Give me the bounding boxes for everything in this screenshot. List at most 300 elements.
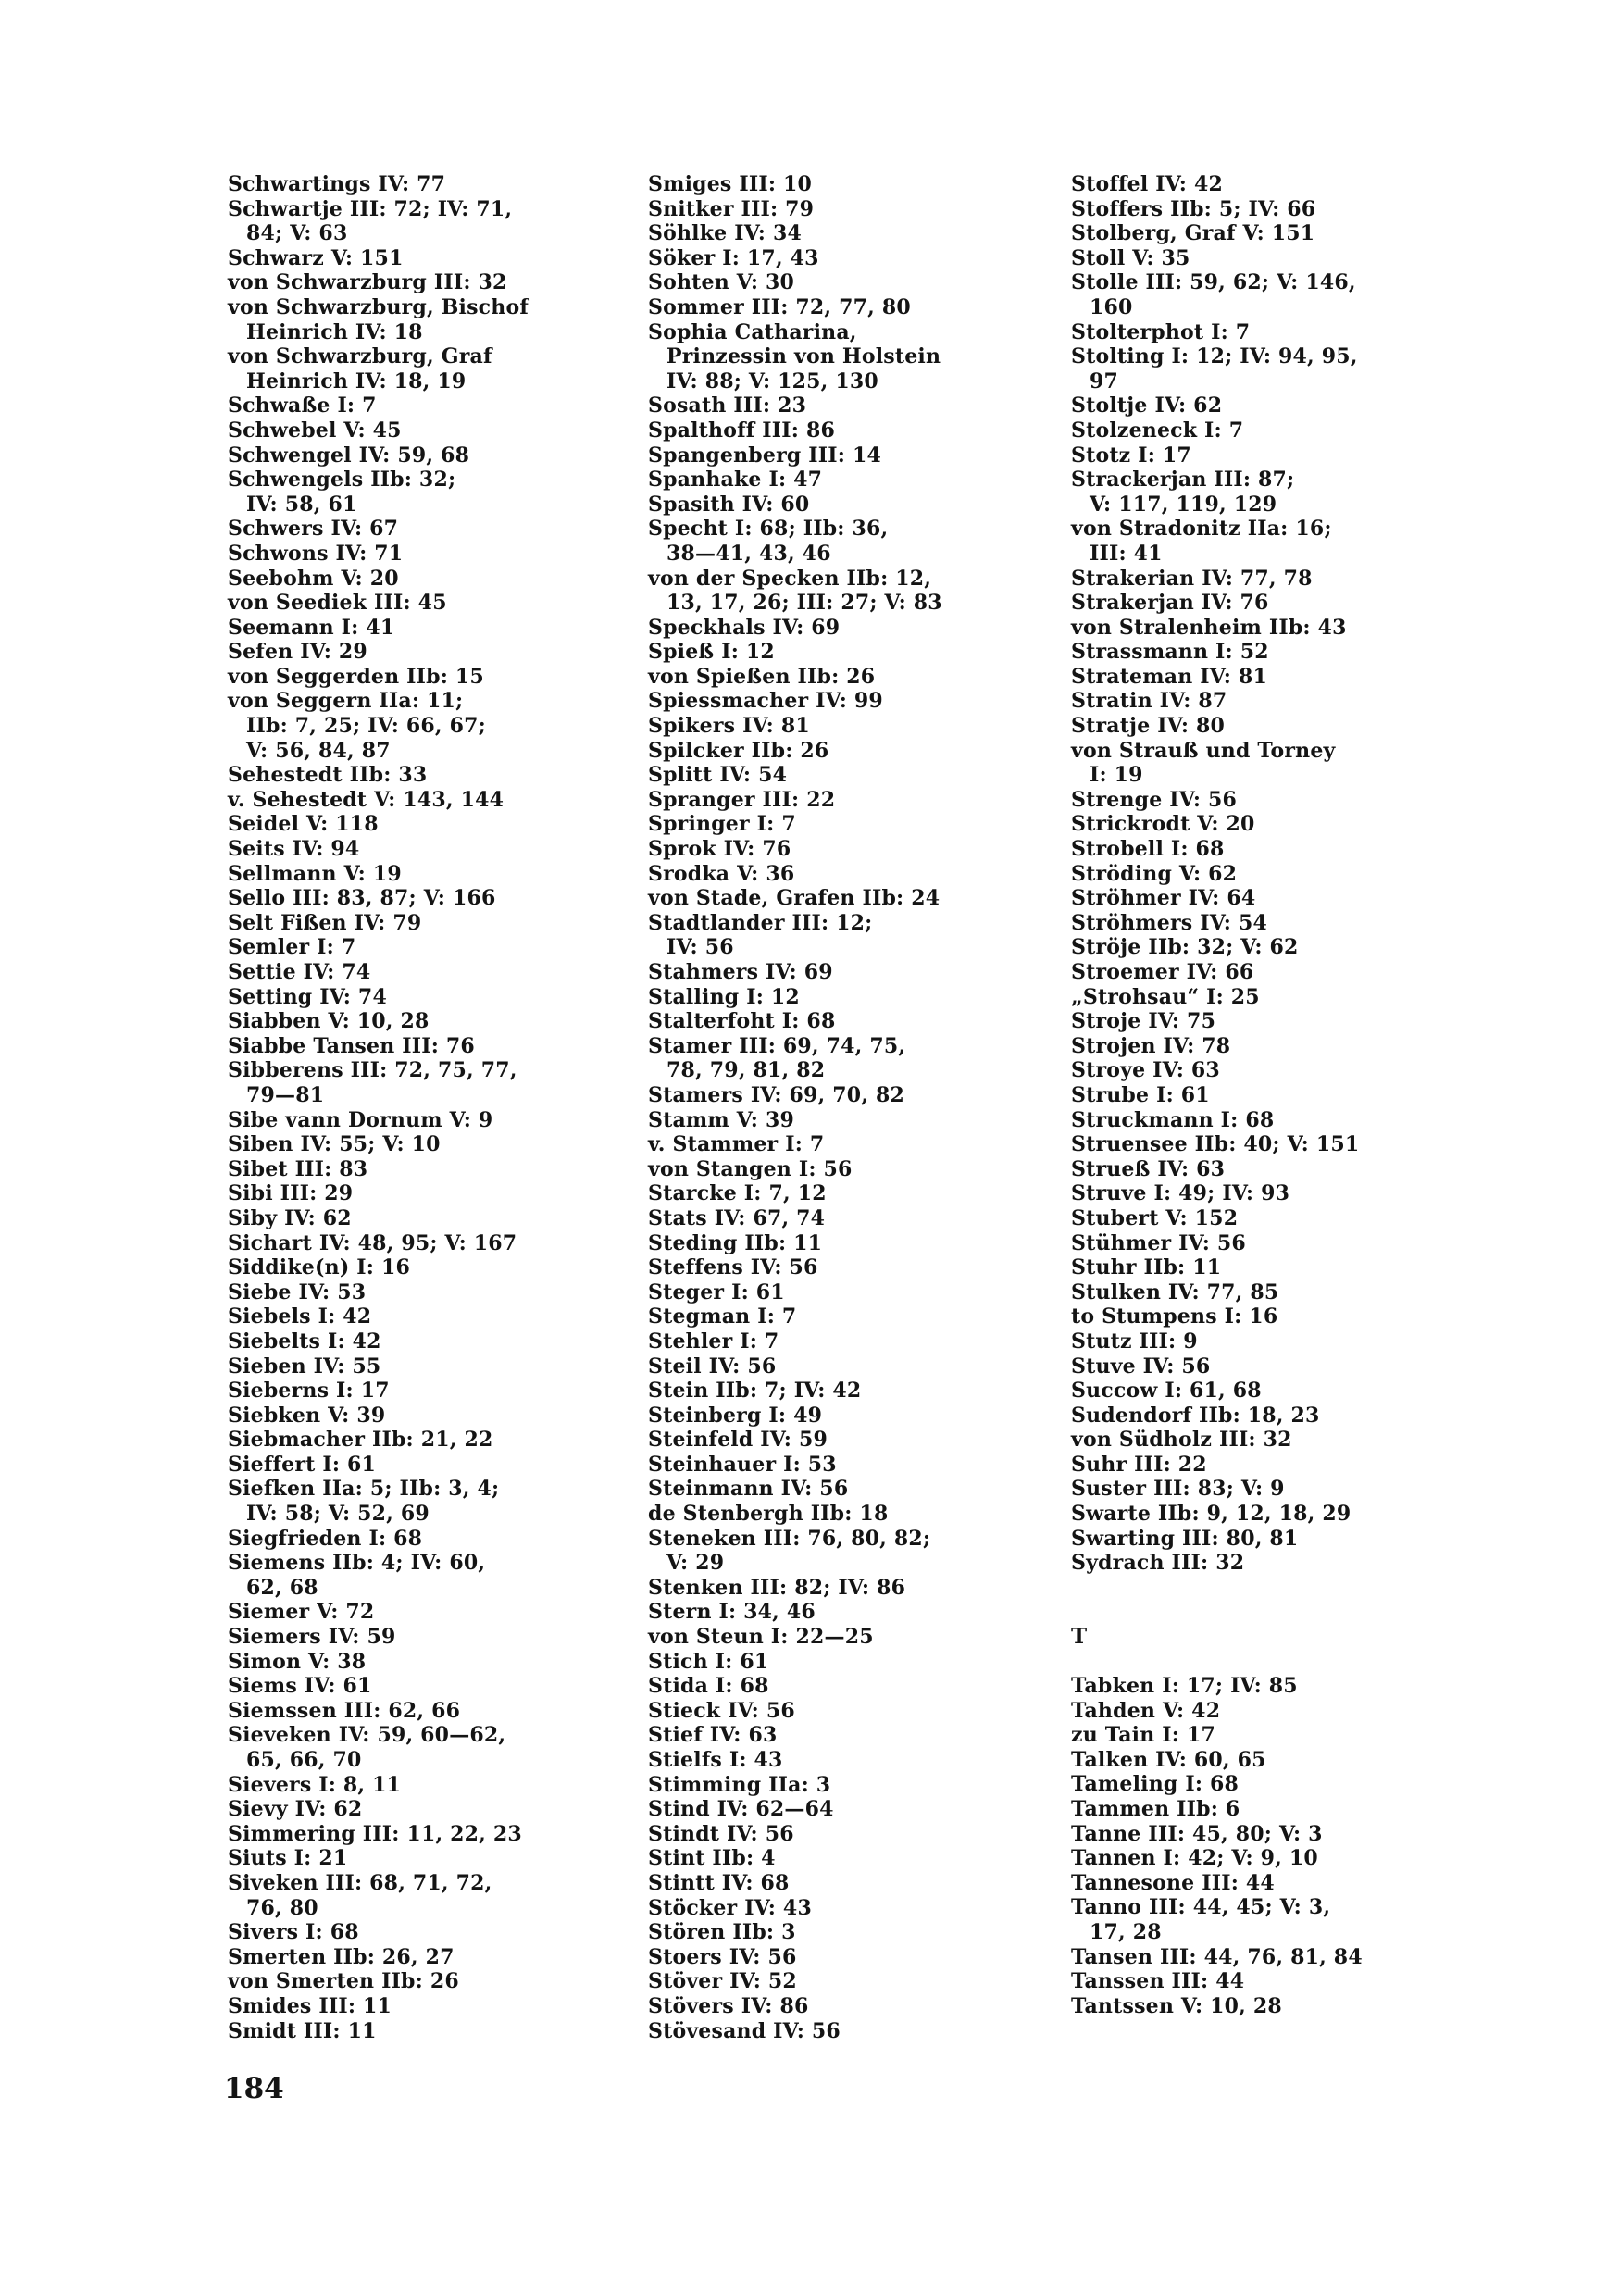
index-entry-line: Stroye IV: 63 [1071,1058,1220,1083]
index-entry-line: Söker I: 17, 43 [648,245,819,270]
index-entry [1071,960,1460,985]
index-entry [648,221,1037,246]
index-entry-line: Setting IV: 74 [228,984,387,1009]
index-entry [228,1132,617,1157]
index-entry [228,1181,617,1206]
index-entry [648,960,1037,985]
index-entry [1071,320,1460,345]
index-entry-continuation: Prinzessin von Holstein [666,344,941,369]
index-entry-line: Sibet III: 83 [228,1156,368,1181]
index-entry [228,812,617,837]
index-entry [1071,1132,1460,1157]
index-entry-line: Stratin IV: 87 [1071,689,1227,714]
index-entry [228,2019,617,2044]
index-entry-line: Strackerjan III: 87; [1071,468,1295,493]
index-entry [648,1009,1037,1034]
index-entry [228,1009,617,1034]
index-entry [1071,172,1460,197]
index-entry-continuation: 62, 68 [246,1575,318,1600]
index-entry [648,1920,1037,1945]
index-column-3 [1071,172,1460,2018]
index-entry [228,1920,617,1945]
index-entry-line: Schwarz V: 151 [228,245,404,270]
index-entry [1071,1108,1460,1133]
index-entry-line: Stubert V: 152 [1071,1205,1239,1230]
index-entry-line: Sibberens III: 72, 75, 77, [228,1058,517,1083]
index-entry [648,172,1037,197]
index-entry [228,1822,617,1847]
index-entry [648,1083,1037,1108]
index-entry [648,1304,1037,1329]
index-entry-line: von Strauß und Torney [1071,738,1336,763]
index-entry-line: Strickrodt V: 20 [1071,812,1255,837]
index-entry [228,1650,617,1675]
index-entry [228,1625,617,1650]
index-entry-line: Schwengels IIb: 32; [228,468,456,493]
index-entry [1071,1502,1460,1527]
index-entry [228,542,617,567]
index-entry [228,1428,617,1453]
index-entry [228,1846,617,1871]
index-entry [1071,616,1460,641]
index-entry [1071,1034,1460,1059]
index-entry [648,1871,1037,1896]
index-entry [1071,197,1460,222]
index-entry-line: Smides III: 11 [228,1993,392,2018]
index-entry-line: Schwons IV: 71 [228,541,404,566]
index-entry [228,1477,617,1526]
index-entry [1071,1772,1460,1797]
index-entry-line: Swarte IIb: 9, 12, 18, 29 [1071,1502,1352,1527]
index-entry [228,1231,617,1256]
index-entry [228,1206,617,1231]
index-entry-line: von Spießen IIb: 26 [648,664,876,689]
index-entry-line: Stoll V: 35 [1071,245,1190,270]
index-entry-line: Speckhals IV: 69 [648,615,841,640]
index-entry-line: Stotz I: 17 [1071,443,1191,468]
index-entry [228,689,617,763]
index-entry-line: Stich I: 61 [648,1649,769,1674]
index-entry [228,295,617,344]
index-entry-line: Stint IIb: 4 [648,1846,776,1871]
index-entry-continuation: V: 56, 84, 87 [246,738,391,763]
index-entry [1071,1945,1460,1970]
index-entry-line: Sellmann V: 19 [228,861,402,886]
index-entry-line: Siebels I: 42 [228,1304,372,1329]
index-entry-continuation: Heinrich IV: 18, 19 [246,368,467,393]
index-entry-line: Siddike(n) I: 16 [228,1255,410,1280]
index-entry-line: Stoffel IV: 42 [1071,172,1224,196]
index-entry-line: Spalthoff III: 86 [648,418,835,443]
index-entry [648,1206,1037,1231]
index-entry-continuation: 65, 66, 70 [246,1748,362,1772]
index-entry-line: Sophia Catharina, [648,319,857,344]
index-entry [648,1132,1037,1157]
index-entry-continuation: IV: 58; V: 52, 69 [246,1502,430,1527]
index-entry-line: Tansen III: 44, 76, 81, 84 [1071,1944,1363,1969]
index-entry-continuation: IV: 58, 61 [246,492,357,517]
index-entry-continuation: 13, 17, 26; III: 27; V: 83 [666,591,942,616]
index-entry [228,1600,617,1625]
index-entry [228,418,617,443]
index-entry [648,1600,1037,1625]
index-entry-line: Sudendorf IIb: 18, 23 [1071,1403,1320,1428]
index-entry-continuation: Heinrich IV: 18 [246,319,423,344]
index-entry [648,567,1037,616]
index-entry [1071,1797,1460,1822]
index-entry-line: Smerten IIb: 26, 27 [228,1944,455,1969]
index-entry [1071,911,1460,936]
index-entry [228,1969,617,1994]
index-entry-line: Stida I: 68 [648,1674,769,1699]
index-entry-line: Stahmers IV: 69 [648,960,833,984]
index-entry-line: Sieben IV: 55 [228,1354,381,1379]
index-entry-line: Stroje IV: 75 [1071,1009,1216,1034]
index-entry [648,1502,1037,1527]
index-entry [1071,1551,1460,1576]
index-entry-line: Sibi III: 29 [228,1181,354,1206]
index-entry-line: Spasith IV: 60 [648,492,810,517]
index-entry [228,1797,617,1822]
index-entry-line: Siemssen III: 62, 66 [228,1698,461,1723]
index-entry [228,344,617,393]
index-entry [648,1329,1037,1354]
index-entry-line: Stimming IIa: 3 [648,1772,831,1797]
index-entry-line: Swarting III: 80, 81 [1071,1526,1299,1551]
index-entry-line: Sohten V: 30 [648,270,795,295]
index-entry-line: Siabbe Tansen III: 76 [228,1033,475,1058]
index-entry-line: Sommer III: 72, 77, 80 [648,294,911,319]
index-entry [228,1674,617,1699]
index-entry [648,468,1037,493]
index-entry [1071,837,1460,862]
index-entry-continuation: 97 [1090,368,1119,393]
index-entry-line: Starcke I: 7, 12 [648,1181,827,1206]
index-entry-line: Stratje IV: 80 [1071,714,1226,739]
index-entry-line: Sievy IV: 62 [228,1797,363,1822]
index-entry-line: Sieberns I: 17 [228,1379,390,1404]
index-entry-line: von Schwarzburg, Graf [228,344,492,369]
index-entry [228,886,617,911]
index-entry [228,935,617,960]
index-entry-line: Schwartings IV: 77 [228,172,446,196]
index-entry-line: Sefen IV: 29 [228,640,367,665]
index-entry-line: Siefken IIa: 5; IIb: 3, 4; [228,1477,500,1502]
index-entry [228,1773,617,1798]
index-entry-line: Ströhmer IV: 64 [1071,886,1256,911]
index-entry-line: Springer I: 7 [648,812,796,837]
index-entry-line: Sehestedt IIb: 33 [228,763,428,788]
index-entry-line: Stielfs I: 43 [648,1748,783,1772]
index-entry [648,665,1037,690]
index-entry [648,1527,1037,1576]
index-entry-line: Stutz III: 9 [1071,1329,1198,1354]
index-entry [228,1871,617,1920]
index-entry-line: Smidt III: 11 [228,2018,377,2043]
index-entry [228,591,617,616]
index-entry-line: Suster III: 83; V: 9 [1071,1477,1285,1502]
index-entry-line: Smiges III: 10 [648,172,813,196]
index-entry-line: Stein IIb: 7; IV: 42 [648,1379,862,1404]
index-entry-line: von der Specken IIb: 12, [648,566,932,591]
index-entry-line: Siabben V: 10, 28 [228,1009,430,1034]
index-entry [648,1157,1037,1182]
index-entry [228,1379,617,1404]
index-entry [1071,1846,1460,1871]
index-entry-line: Stamer III: 69, 74, 75, [648,1033,906,1058]
index-entry-line: Stats IV: 67, 74 [648,1205,826,1230]
index-entry-line: Schwartje III: 72; IV: 71, [228,196,513,221]
index-entry-line: Stoers IV: 56 [648,1944,797,1969]
index-entry-line: Schwebel V: 45 [228,418,402,443]
index-entry-line: Stind IV: 62—64 [648,1797,834,1822]
index-entry [228,1280,617,1305]
index-entry [648,911,1037,960]
index-entry [648,1280,1037,1305]
index-entry-line: Stühmer IV: 56 [1071,1230,1246,1255]
index-entry-line: Siby IV: 62 [228,1205,352,1230]
index-entry-line: Tantssen V: 10, 28 [1071,1993,1282,2018]
index-entry-line: Strateman IV: 81 [1071,664,1267,689]
index-entry [228,616,617,641]
index-entry-line: Struensee IIb: 40; V: 151 [1071,1132,1360,1157]
index-entry [648,517,1037,566]
index-entry [648,1181,1037,1206]
index-entry-continuation: 76, 80 [246,1895,318,1920]
index-entry [1071,517,1460,566]
index-entry [1071,1181,1460,1206]
index-entry [1071,270,1460,319]
index-entry-line: Steinberg I: 49 [648,1403,823,1428]
index-entry-line: Siben IV: 55; V: 10 [228,1132,441,1157]
index-entry-line: Siebmacher IIb: 21, 22 [228,1428,493,1453]
index-entry-line: Stolterphot I: 7 [1071,319,1251,344]
index-entry-line: Steger I: 61 [648,1279,785,1304]
index-entry-line: Strueß IV: 63 [1071,1156,1226,1181]
index-entry-continuation: IV: 88; V: 125, 130 [666,368,878,393]
index-entry-line: von Stangen I: 56 [648,1156,853,1181]
index-entry [228,567,617,592]
index-entry-line: Stamers IV: 69, 70, 82 [648,1082,905,1107]
index-entry-continuation: 84; V: 63 [246,221,348,246]
index-entry-line: Sichart IV: 48, 95; V: 167 [228,1230,517,1255]
index-entry [1071,985,1460,1010]
index-entry [648,1896,1037,1921]
index-entry [228,862,617,887]
index-entry [1071,1969,1460,1994]
index-entry [228,393,617,418]
index-entry [1071,739,1460,788]
index-entry-line: Strakerian IV: 77, 78 [1071,566,1313,591]
index-entry [648,862,1037,887]
index-entry-line: Steneken III: 76, 80, 82; [648,1526,931,1551]
index-entry-line: Steil IV: 56 [648,1354,777,1379]
index-entry [648,616,1037,641]
index-entry [648,493,1037,518]
index-entry [648,1354,1037,1379]
index-entry-line: Spieß I: 12 [648,640,775,665]
index-entry [648,1231,1037,1256]
index-entry-line: Stadtlander III: 12; [648,910,873,935]
index-entry-line: Sibe vann Dornum V: 9 [228,1107,493,1132]
index-entry-line: Spiessmacher IV: 99 [648,689,883,714]
index-entry [228,1354,617,1379]
index-entry-line: Suhr III: 22 [1071,1452,1207,1477]
index-entry-line: Steinfeld IV: 59 [648,1428,828,1453]
index-entry-line: von Schwarzburg III: 32 [228,270,507,295]
index-entry-line: Talken IV: 60, 65 [1071,1747,1266,1772]
index-entry-line: Sieffert I: 61 [228,1452,377,1477]
index-entry-line: Sello III: 83, 87; V: 166 [228,886,496,911]
index-entry [228,640,617,665]
index-entry-line: Tameling I: 68 [1071,1772,1240,1797]
index-entry-line: Siebken V: 39 [228,1403,386,1428]
index-entry [1071,1231,1460,1256]
index-entry-line: Seemann I: 41 [228,615,395,640]
index-entry [648,1379,1037,1404]
index-entry [1071,1379,1460,1404]
index-entry-line: Siemer V: 72 [228,1600,375,1625]
index-entry [648,1625,1037,1650]
index-entry-continuation: V: 29 [666,1551,725,1576]
index-entry [648,640,1037,665]
index-entry-line: Stamm V: 39 [648,1107,794,1132]
index-entry-line: Stenken III: 82; IV: 86 [648,1575,906,1600]
index-entry-continuation: 79—81 [246,1082,325,1107]
index-entry [1071,812,1460,837]
index-entry-line: Stief IV: 63 [648,1723,778,1748]
index-entry [648,2019,1037,2044]
index-entry [228,468,617,517]
index-entry [228,1453,617,1478]
index-entry [648,763,1037,788]
index-entry-line: de Stenbergh IIb: 18 [648,1502,889,1527]
index-entry-line: Semler I: 7 [228,935,356,960]
index-entry [648,812,1037,837]
index-entry [228,665,617,690]
index-entry [648,1576,1037,1601]
index-entry [648,1723,1037,1748]
index-entry-line: von Schwarzburg, Bischof [228,294,529,319]
index-entry-line: Seits IV: 94 [228,837,360,862]
index-entry-continuation: III: 41 [1090,541,1163,566]
index-entry-line: Sieveken IV: 59, 60—62, [228,1723,506,1748]
index-entry-line: Stövesand IV: 56 [648,2018,841,2043]
index-entry [1071,418,1460,443]
index-entry-line: Stolting I: 12; IV: 94, 95, [1071,344,1358,369]
section-letter-heading: T [1071,1623,1088,1649]
index-entry [1071,1871,1460,1896]
index-entry-line: Stolle III: 59, 62; V: 146, [1071,270,1356,295]
index-entry-line: Ströhmers IV: 54 [1071,910,1267,935]
index-entry-line: Simmering III: 11, 22, 23 [228,1821,522,1846]
index-entry [1071,1895,1460,1944]
index-entry-line: Ströje IIb: 32; V: 62 [1071,935,1299,960]
index-entry-line: Stroemer IV: 66 [1071,960,1254,984]
index-entry-line: Tanno III: 44, 45; V: 3, [1071,1895,1331,1920]
index-entry-line: Steffens IV: 56 [648,1255,818,1280]
index-entry-line: Stehler I: 7 [648,1329,779,1354]
index-entry-line: Sydrach III: 32 [1071,1551,1245,1576]
index-entry-line: Stalling I: 12 [648,984,800,1009]
index-entry-continuation: 38—41, 43, 46 [666,541,831,566]
index-entry [648,295,1037,320]
index-entry-line: Spikers IV: 81 [648,714,810,739]
index-entry [1071,221,1460,246]
index-entry-continuation: I: 19 [1090,763,1143,788]
index-entry [228,763,617,788]
index-entry [228,1527,617,1552]
index-entry-line: Struve I: 49; IV: 93 [1071,1181,1290,1206]
index-entry-line: Stöcker IV: 43 [648,1895,812,1920]
index-entry-line: Struckmann I: 68 [1071,1107,1275,1132]
index-entry [648,443,1037,468]
index-entry-line: Sprok IV: 76 [648,837,791,862]
index-entry [1071,344,1460,393]
index-entry [648,714,1037,739]
index-entry [228,270,617,295]
index-entry [1071,591,1460,616]
index-entry [1071,1748,1460,1773]
index-column-2 [648,172,1037,2043]
index-entry-line: to Stumpens I: 16 [1071,1304,1278,1329]
index-entry [1071,1723,1460,1748]
index-entry [648,1969,1037,1994]
index-entry [228,1945,617,1970]
index-entry [648,1404,1037,1429]
index-entry [228,443,617,468]
index-entry-line: Ströding V: 62 [1071,861,1238,886]
index-entry [1071,935,1460,960]
index-entry [648,1773,1037,1798]
index-entry [1071,1206,1460,1231]
index-entry [1071,393,1460,418]
index-entry-continuation: IIb: 7, 25; IV: 66, 67; [246,714,486,739]
index-entry-line: Stindt IV: 56 [648,1821,794,1846]
index-entry [228,517,617,542]
index-entry [648,270,1037,295]
index-entry-line: Stolberg, Graf V: 151 [1071,221,1315,246]
index-entry-line: Siuts I: 21 [228,1846,348,1871]
index-entry [228,172,617,197]
index-entry [648,1453,1037,1478]
index-entry-line: von Steun I: 22—25 [648,1625,874,1650]
index-entry [648,320,1037,394]
index-entry [1071,714,1460,739]
index-entry [228,246,617,271]
index-entry-line: Schwengel IV: 59, 68 [228,443,470,468]
index-entry [1071,1674,1460,1699]
index-entry-line: Sievers I: 8, 11 [228,1772,402,1797]
index-entry-line: Strube I: 61 [1071,1082,1210,1107]
index-entry-line: Schwaße I: 7 [228,393,377,418]
index-entry [1071,665,1460,690]
index-entry-line: Tannen I: 42; V: 9, 10 [1071,1846,1318,1871]
index-entry [228,1723,617,1772]
index-entry [648,1428,1037,1453]
index-entry-line: Steinhauer I: 53 [648,1452,837,1477]
index-entry [1071,1354,1460,1379]
index-entry-line: v. Stammer I: 7 [648,1132,825,1157]
index-entry [228,1304,617,1329]
index-entry [648,1674,1037,1699]
index-entry-line: Snitker III: 79 [648,196,815,221]
index-entry-line: Spilcker IIb: 26 [648,738,829,763]
index-entry-line: Stieck IV: 56 [648,1698,795,1723]
index-entry [648,1034,1037,1083]
index-entry-line: von Stralenheim IIb: 43 [1071,615,1347,640]
index-entry [228,1157,617,1182]
